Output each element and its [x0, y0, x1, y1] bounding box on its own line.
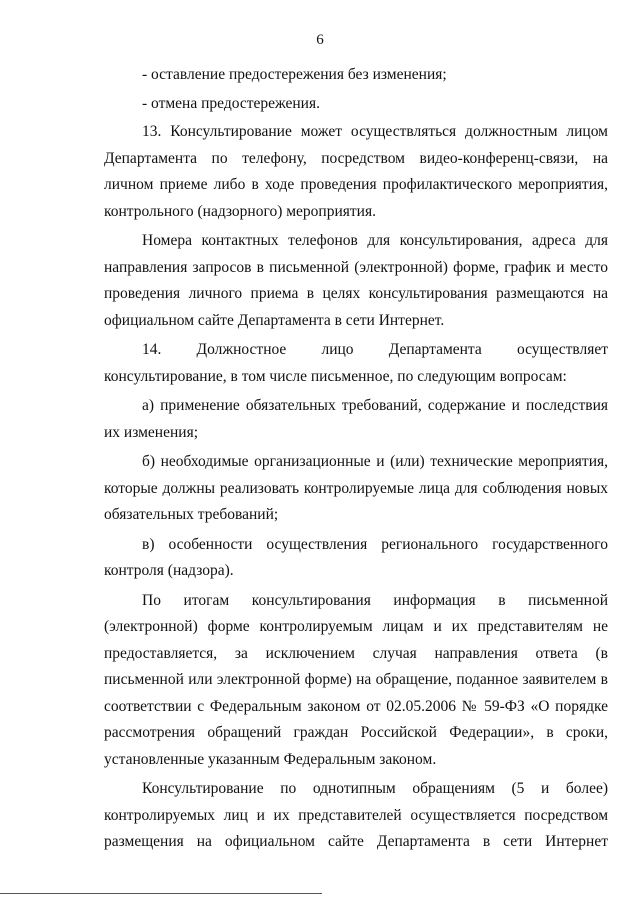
footer-rule — [0, 893, 322, 894]
document-body — [104, 62, 608, 859]
paragraph-4: Номера контактных телефонов для консультирования, адреса для направления запросов в письменной (электронной) форме, график и место проведения личного приема в целях консультирования размещаются на официальном сайте Департамента в сети Интернет. — [104, 232, 608, 329]
paragraph-6: а) применение обязательных требований, содержание и последствия их изменения; — [104, 397, 608, 441]
paragraph-8: в) особенности осуществления регионального государственного контроля (надзора). — [104, 535, 608, 579]
paragraph-3: 13. Консультирование может осуществляться должностным лицом Департамента по телефону, посредством видео-конференц-связи, на личном приеме либо в ходе проведения профилактического мероприятия, контрольного (надзорного) мероприятия. — [104, 123, 608, 220]
paragraph-1: - оставление предостережения без изменения; — [142, 66, 447, 83]
page-number: 6 — [316, 32, 324, 48]
paragraph-5: 14. Должностное лицо Департамента осуществляет консультирование, в том числе письменное, по следующим вопросам: — [104, 341, 608, 385]
paragraph-2: - отмена предостережения. — [142, 94, 320, 112]
paragraph-9: По итогам консультирования информация в письменной (электронной) форме контролируемым лицам и их представителям не предоставляется, за исключением случая направления ответа (в письменной или электронной форме) на обращение, поданное заявителем в соответствии с Федеральным законом от 02.05.2006 № 59-ФЗ «О порядке рассмотрения обращений граждан Российской Федерации», в сроки, установленные указанным Федеральным законом. — [104, 591, 608, 768]
paragraph-7: б) необходимые организационные и (или) технические мероприятия, которые должны реализовать контролируемые лица для соблюдения новых обязательных требований; — [104, 453, 608, 523]
paragraph-10: Консультирование по однотипным обращениям (5 и более) контролируемых лиц и их представителей осуществляется посредством размещения на официальном сайте Департамента в сети Интернет — [104, 780, 608, 850]
